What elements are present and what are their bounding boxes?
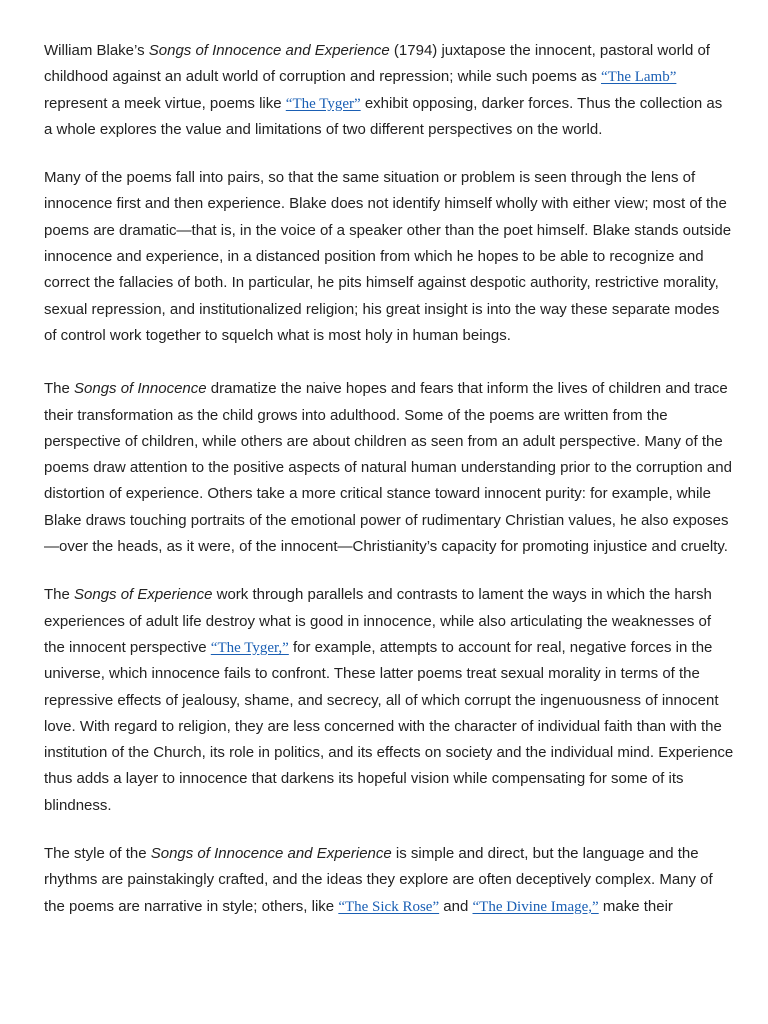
paragraph-intro (44, 38, 734, 143)
link-the-lamb[interactable]: “The Lamb” (601, 69, 677, 86)
link-the-tyger-2[interactable]: “The Tyger,” (210, 639, 289, 656)
book-title: Songs of Experience (74, 586, 213, 604)
text-run: and (439, 897, 473, 915)
text-run: exhibit opposing, darker forces. Thus the collection as a whole explores the value and limitations of two different perspectives on the world. (44, 94, 723, 138)
text-run: is simple and direct, but the language and the rhythms are painstakingly crafted, and the ideas they explore are often deceptively complex. Many of the poems are narrative in style; others, like (44, 845, 713, 915)
text-run: William Blake’s (44, 42, 149, 59)
text-run: (1794) juxtapose the innocent, pastoral world of childhood against an adult world of corruption and repression; while such poems as (44, 42, 710, 86)
text-run: Many of the poems fall into pairs, so that the same situation or problem is seen through the lens of innocence first and then experience. Blake does not identify himself wholly with either view; most of the poems are dramatic—that is, in the voice of a speaker other than the poet himself. Blake stands outside innocence and experience, in a distanced position from which he hopes to be able to recognize and correct the fallacies of both. In particular, he pits himself against despotic authority, restrictive morality, sexual repression, and institutionalized religion; his great insight is into the way these separate modes of control work together to squelch what is most holy in human beings. (44, 169, 732, 344)
text-run: represent a meek virtue, poems like (44, 94, 286, 112)
text-run: dramatize the naive hopes and fears that inform the lives of children and trace their transformation as the child grows into adulthood. Some of the poems are written from the perspective of children, while others are about children as seen from an adult perspective. Many of the poems draw attention to the positive aspects of natural human understanding prior to the corruption and distortion of experience. Others take a more critical stance toward innocent purity: for example, while Blake draws touching portraits of the emotional power of rudimentary Christian values, he also exposes—over the heads, as it were, of the innocent—Christianity’s capacity for promoting injustice and cruelty. (44, 380, 732, 556)
book-title: Songs of Innocence (74, 380, 207, 398)
text-run: The (44, 380, 75, 398)
book-title: Songs of Innocence and Experience (148, 42, 390, 59)
paragraph-songs-of-experience (44, 582, 734, 819)
paragraph-pairs (44, 165, 734, 349)
text-run: The style of the (44, 845, 151, 863)
text-run: make their (598, 897, 673, 915)
text-run: The (44, 586, 75, 604)
book-title: Songs of Innocence and Experience (150, 845, 392, 863)
link-the-tyger[interactable]: “The Tyger” (285, 95, 361, 112)
article-body (44, 38, 734, 942)
paragraph-songs-of-innocence (44, 376, 734, 560)
paragraph-style (44, 841, 734, 920)
link-the-divine-image[interactable]: “The Divine Image,” (472, 898, 599, 915)
text-run: for example, attempts to account for real, negative forces in the universe, which innocence fails to confront. These latter poems treat sexual morality in terms of the repressive effects of jealousy, shame, and secrecy, all of which corrupt the ingenuousness of innocent love. With regard to religion, they are less concerned with the character of individual faith than with the institution of the Church, its role in politics, and its effects on society and the individual mind. Experience thus adds a layer to innocence that darkens its hopeful vision while compensating for some of its blindness. (44, 638, 734, 814)
link-the-sick-rose[interactable]: “The Sick Rose” (338, 898, 440, 915)
text-run: work through parallels and contrasts to lament the ways in which the harsh experiences of adult life destroy what is good in innocence, while also articulating the weaknesses of the innocent perspective (44, 586, 712, 656)
